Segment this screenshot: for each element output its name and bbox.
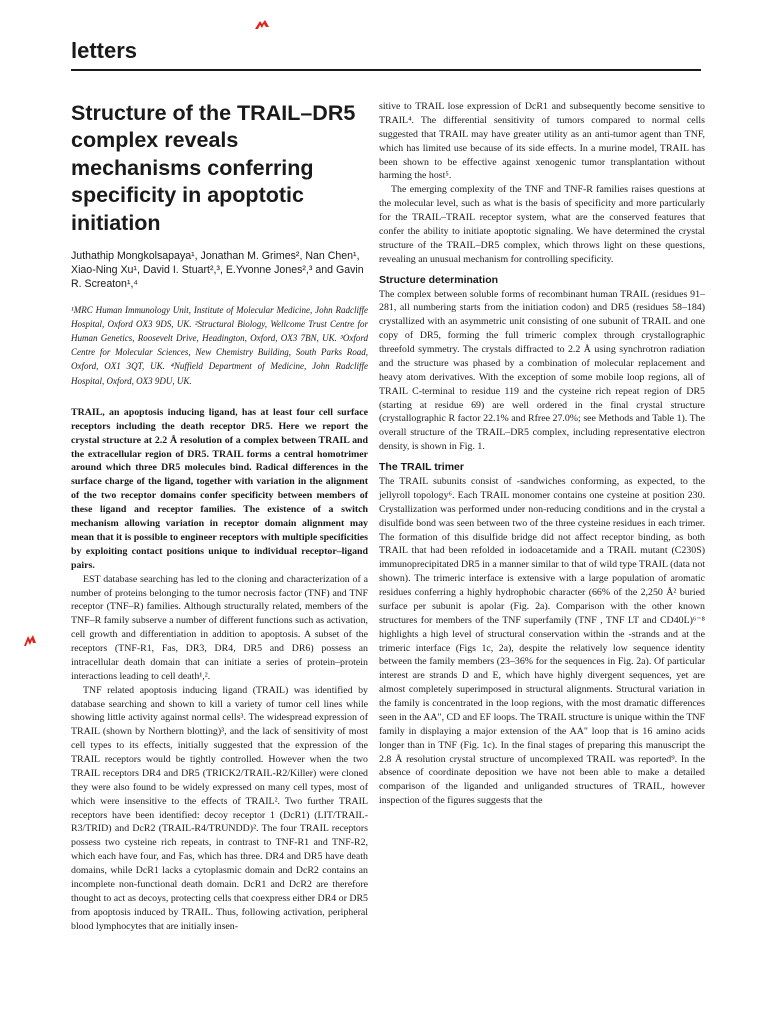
section-heading-structure: Structure determination	[379, 273, 499, 286]
article-title: Structure of the TRAIL–DR5 complex reveals mechanisms conferring specificity in apoptotic initiation	[71, 101, 356, 235]
section-label: letters	[71, 38, 138, 63]
body-paragraph: sitive to TRAIL lose expression of DcR1 and subsequently become sensitive to TRAIL⁴. The differential sensitivity of tumors compared to normal cells suggested that TRAIL may have greater utility as an anti-tumor agent than TNF, which has limited use because of its side effects. In a murine model, TRAIL has been shown to be effective against xenogenic tumor transplantation without harming the host⁵.	[379, 101, 705, 182]
nature-medicine-logo-icon	[254, 19, 270, 31]
author-list: Juthathip Mongkolsapaya¹, Jonathan M. Grimes², Nan Chen¹, Xiao-Ning Xu¹, David I. Stuart²,³, E.Yvonne Jones²,³ and Gavin R. Screaton¹,⁴	[71, 250, 364, 291]
body-paragraph: TNF related apoptosis inducing ligand (TRAIL) was identified by database searching and shown to kill a variety of tumor cell lines while showing little activity against normal cells³. The widespread expression of TRAIL (shown by Northern blotting)³, and the lack of sensitivity of most cell types to its effects, initially suggested that the expression of the TRAIL receptors would be tightly controlled. However when the two TRAIL receptors DR4 and DR5 (TRICK2/TRAIL-R2/Killer) were cloned they were also found to be widely expressed on many cell types, most of which were insensitive to the effects of TRAIL². Two further TRAIL receptors have been identified: decoy receptor 1 (DcR1) (LIT/TRAIL-R3/TRID) and DcR2 (TRAIL-R4/TRUNDD)². The four TRAIL receptors possess two cysteine rich repeats, in contrast to TNF-R1 and TNF-R2, which each have four, and Fas, which has three. DR4 and DR5 have death domains, while DcR1 lacks a cytoplasmic domain and DcR2 contains an incomplete non-functional death domain. DcR1 and DcR2 are therefore thought to act as decoys, protecting cells that coexpress either DR4 or DR5 from apoptosis induced by TRAIL. Thus, following activation, peripheral blood lymphocytes that are initially insen-	[71, 684, 368, 932]
nature-medicine-side-mark-icon	[23, 634, 37, 648]
abstract: TRAIL, an apoptosis inducing ligand, has at least four cell surface receptors including the death receptor DR5. Here we report the crystal structure at 2.2 Å resolution of a complex between TRAIL and the extracellular region of DR5. TRAIL forms a central homotrimer around which three DR5 molecules bind. Radical differences in the surface charge of the ligand, together with variation in the alignment of the two receptor domains confer specificity between members of these ligand and receptor families. The existence of a switch mechanism allowing variation in receptor domain alignment may mean that it is possible to engineer receptors with multiple specificities by exploiting contact positions unique to individual receptor–ligand pairs.	[71, 406, 368, 571]
section-heading-trimer: The TRAIL trimer	[379, 461, 464, 473]
body-paragraph: The emerging complexity of the TNF and TNF-R families raises questions at the molecular level, such as what is the basis of specificity and more particularly for the TRAIL–TRAIL receptor system, what are the conserved features that confer the ability to initiate apoptotic signaling. We have determined the crystal structure of the TRAIL–DR5 complex, which throws light on these questions, revealing an unusual mechanism for controlling specificity.	[379, 184, 705, 265]
affiliations: ¹MRC Human Immunology Unit, Institute of Molecular Medicine, John Radcliffe Hospital, Oxford OX3 9DS, UK. ²Structural Biology, Wellcome Trust Centre for Human Genetics, Roosevelt Drive, Headington, Oxford, OX3 7BN, UK. ³Oxford Centre for Molecular Sciences, New Chemistry Building, South Parks Road, Oxford, OX1 3QT, UK. ⁴Nuffield Department of Medicine, John Radcliffe Hospital, Oxford, OX3 9DU, UK.	[71, 304, 368, 386]
body-paragraph: EST database searching has led to the cloning and characterization of a number of proteins belonging to the tumor necrosis factor (TNF) and TNF receptor (TNF–R) families. Although structurally related, members of the TNF–R family subserve a number of different functions such as activation, cell growth and differentiation in addition to apoptosis. A subset of the receptors (TNF-R1, Fas, DR3, DR4, DR5 and DR6) possess an intracellular death domain that can initiate a series of protein–protein interactions leading to cell death¹,².	[71, 573, 368, 682]
right-column	[379, 100, 705, 808]
body-paragraph: The TRAIL subunits consist of -sandwiches conforming, as expected, to the jellyroll topology⁶. Each TRAIL monomer contains one cysteine at position 230. Crystallization was performed under non-reducing conditions and in the crystal a disulfide bond was seen between two of the three cysteine residues in each trimer. The formation of this disulfide bridge did not affect receptor binding, as both TRAIL that had been refolded in iodoacetamide and a TRAIL mutant (C230S) immunoprecipitated DR5 in a manner similar to that of wild type TRAIL (data not shown). The trimeric interface is extensive with a large population of aromatic residues conferring a highly hydrophobic character (66% of the 2,250 Å² buried surface per subunit is apolar (Fig. 2a). Comparison with the other known structures for members of the TNF superfamily (TNF , TNF LT and CD40L)⁶⁻⁸ highlights a high level of structural conservation within the -strands and at the trimeric interface (Figs 1c, 2a), despite the relatively low sequence identity between the family members (23–36% for the sequences in Fig. 2a). Of particular interest are strands D and E, which have highly divergent sequences, yet are almost completely superimposed in structural alignments. Structural variation in the family is concentrated in the loop regions, with the most dramatic differences seen in the AA", CD and EF loops. The TRAIL structure is unique within the TNF family in displaying a major extension of the AA" loop that is 16 amino acids longer than in TNF (Fig. 1c). In the final stages of preparing this manuscript the 2.8 Å resolution crystal structure of uncomplexed TRAIL was reported⁹. In the absence of coordinate deposition we have not been able to make a detailed comparison of the liganded and unliganded structures of TRAIL, however inspection of the figures suggests that the	[379, 476, 705, 807]
left-column	[71, 100, 368, 933]
header-rule	[71, 69, 701, 71]
body-paragraph: The complex between soluble forms of recombinant human TRAIL (residues 91–281, all numbering starts from the initiation codon) and DR5 (residues 58–184) crystallized with an asymmetric unit consisting of one subunit of TRAIL and one copy of DR5, forming the full trimeric complex through crystallographic threefold symmetry. The crystals diffracted to 2.2 Å using synchrotron radiation and the structure was phased by a combination of molecular replacement and heavy atom derivatives. With the exception of some mobile loop regions, all of TRAIL C-terminal to residue 119 and the cysteine rich repeat region of DR5 (starting at residue 69) are well ordered in the final crystal structure (crystallographic R factor 22.1% and Rfree 27.0%; see Methods and Table 1). The overall structure of the TRAIL–DR5 complex, including representative electron density, is shown in Fig. 1.	[379, 288, 705, 453]
